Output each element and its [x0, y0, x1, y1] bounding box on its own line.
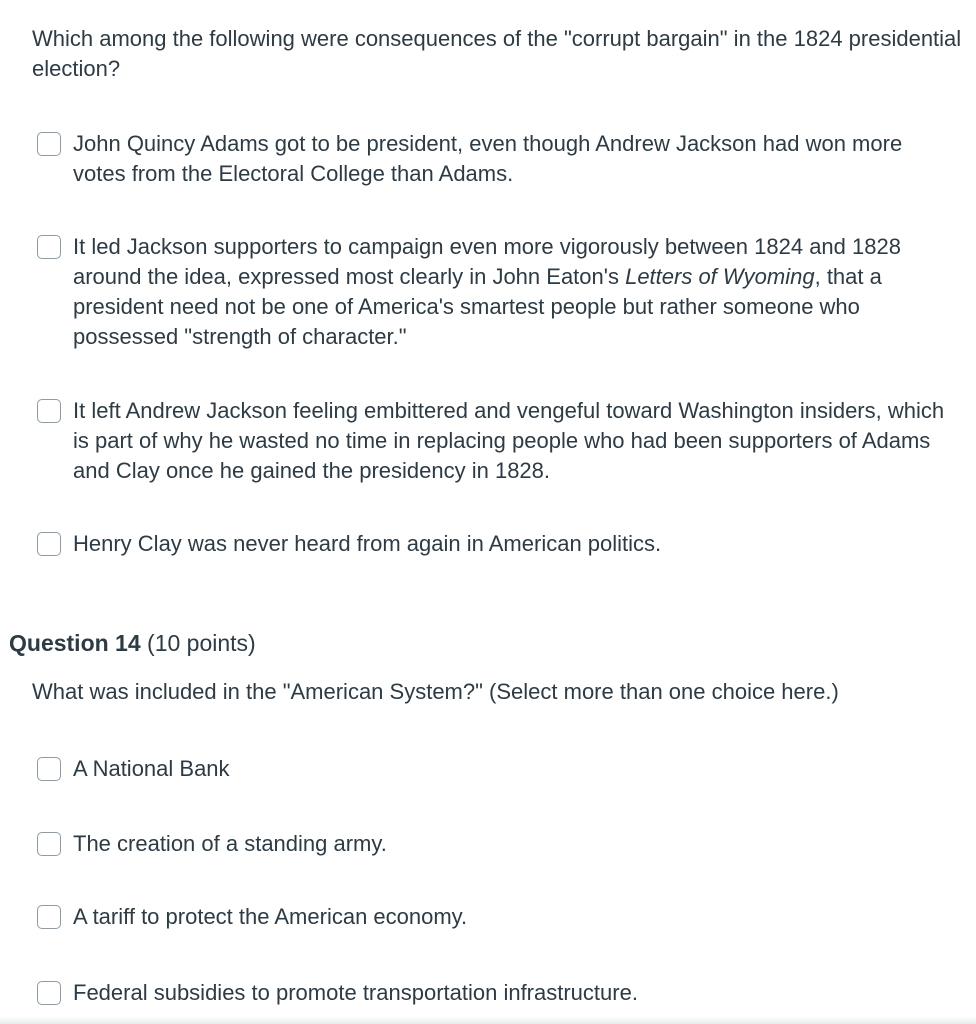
option-label	[73, 232, 952, 352]
option-label: John Quincy Adams got to be president, even though Andrew Jackson had won more votes from the Electoral College than Adams.	[73, 131, 903, 186]
option-label: A National Bank	[73, 756, 230, 781]
option-label-italic-title: Letters of Wyoming	[625, 264, 815, 289]
question-13-option-1[interactable]	[37, 129, 952, 189]
checkbox[interactable]	[37, 532, 61, 556]
bottom-edge-shadow	[0, 1016, 976, 1024]
question-14-option-4[interactable]	[37, 978, 952, 1008]
question-14-option-2[interactable]	[37, 829, 952, 859]
question-13-option-2[interactable]	[37, 232, 952, 352]
option-label: Federal subsidies to promote transportation infrastructure.	[73, 980, 638, 1005]
question-13-option-4[interactable]	[37, 529, 952, 559]
option-label-part-1: It led Jackson supporters to campaign even more vigorously between 1824 and 1828 around the idea, expressed most clearly in John Eaton's	[73, 234, 901, 289]
checkbox[interactable]	[37, 132, 61, 156]
question-13-prompt: Which among the following were consequences of the "corrupt bargain" in the 1824 presidential election?	[32, 26, 962, 81]
option-label: It left Andrew Jackson feeling embittered and vengeful toward Washington insiders, which is part of why he wasted no time in replacing people who had been supporters of Adams and Clay once he gained the presidency in 1828.	[73, 398, 945, 483]
checkbox[interactable]	[37, 905, 61, 929]
question-points: (10 points)	[147, 630, 256, 656]
question-14-prompt: What was included in the "American System?" (Select more than one choice here.)	[32, 679, 839, 704]
checkbox[interactable]	[37, 832, 61, 856]
question-13-option-3[interactable]	[37, 396, 952, 486]
option-label: The creation of a standing army.	[73, 831, 387, 856]
question-14-option-3[interactable]	[37, 902, 952, 932]
option-label: A tariff to protect the American economy.	[73, 904, 468, 929]
question-14-header	[9, 628, 256, 658]
checkbox[interactable]	[37, 981, 61, 1005]
question-14-option-1[interactable]	[37, 754, 952, 784]
checkbox[interactable]	[37, 235, 61, 259]
checkbox[interactable]	[37, 399, 61, 423]
option-label-part-2: , that a president need not be one of America's smartest people but rather someone who possessed "strength of character."	[73, 264, 882, 349]
question-title: Question 14	[9, 630, 141, 656]
checkbox[interactable]	[37, 757, 61, 781]
option-label: Henry Clay was never heard from again in American politics.	[73, 531, 662, 556]
